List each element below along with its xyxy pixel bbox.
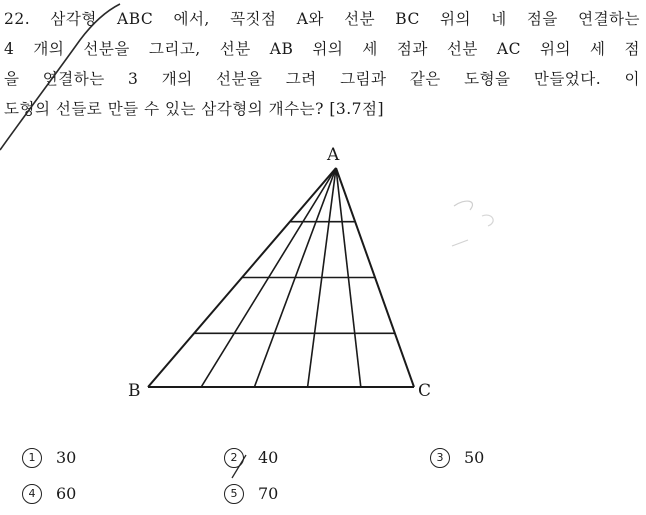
choice-marker: 4 [22, 484, 42, 504]
choice-4[interactable] [22, 484, 76, 504]
choice-value: 60 [56, 484, 77, 503]
choice-marker: 3 [430, 448, 450, 468]
choice-marker: 5 [224, 484, 244, 504]
question-line-4: 도형의 선들로 만들 수 있는 삼각형의 개수는? [3.7점] [4, 100, 385, 118]
choice-3[interactable] [430, 448, 484, 468]
choice-value: 30 [56, 448, 77, 467]
question-line-3: 을 연결하는 3 개의 선분을 그려 그림과 같은 도형을 만들었다. 이 [4, 70, 640, 88]
choice-value: 50 [464, 448, 485, 467]
vertex-label-c: C [418, 381, 432, 401]
choice-1[interactable] [22, 448, 76, 468]
question-line-2: 4 개의 선분을 그리고, 선분 AB 위의 세 점과 선분 AC 위의 세 점 [4, 40, 640, 58]
choice-marker: 1 [22, 448, 42, 468]
choice-value: 40 [258, 448, 279, 467]
vertex-label-a: A [327, 145, 340, 165]
choice-marker: 2 [224, 448, 244, 468]
choice-value: 70 [258, 484, 279, 503]
choice-2[interactable] [224, 448, 278, 468]
vertex-label-b: B [128, 381, 141, 401]
question-line-1: 22. 삼각형 ABC 에서, 꼭짓점 A와 선분 BC 위의 네 점을 연결하는 [4, 10, 640, 28]
choice-5[interactable] [224, 484, 278, 504]
